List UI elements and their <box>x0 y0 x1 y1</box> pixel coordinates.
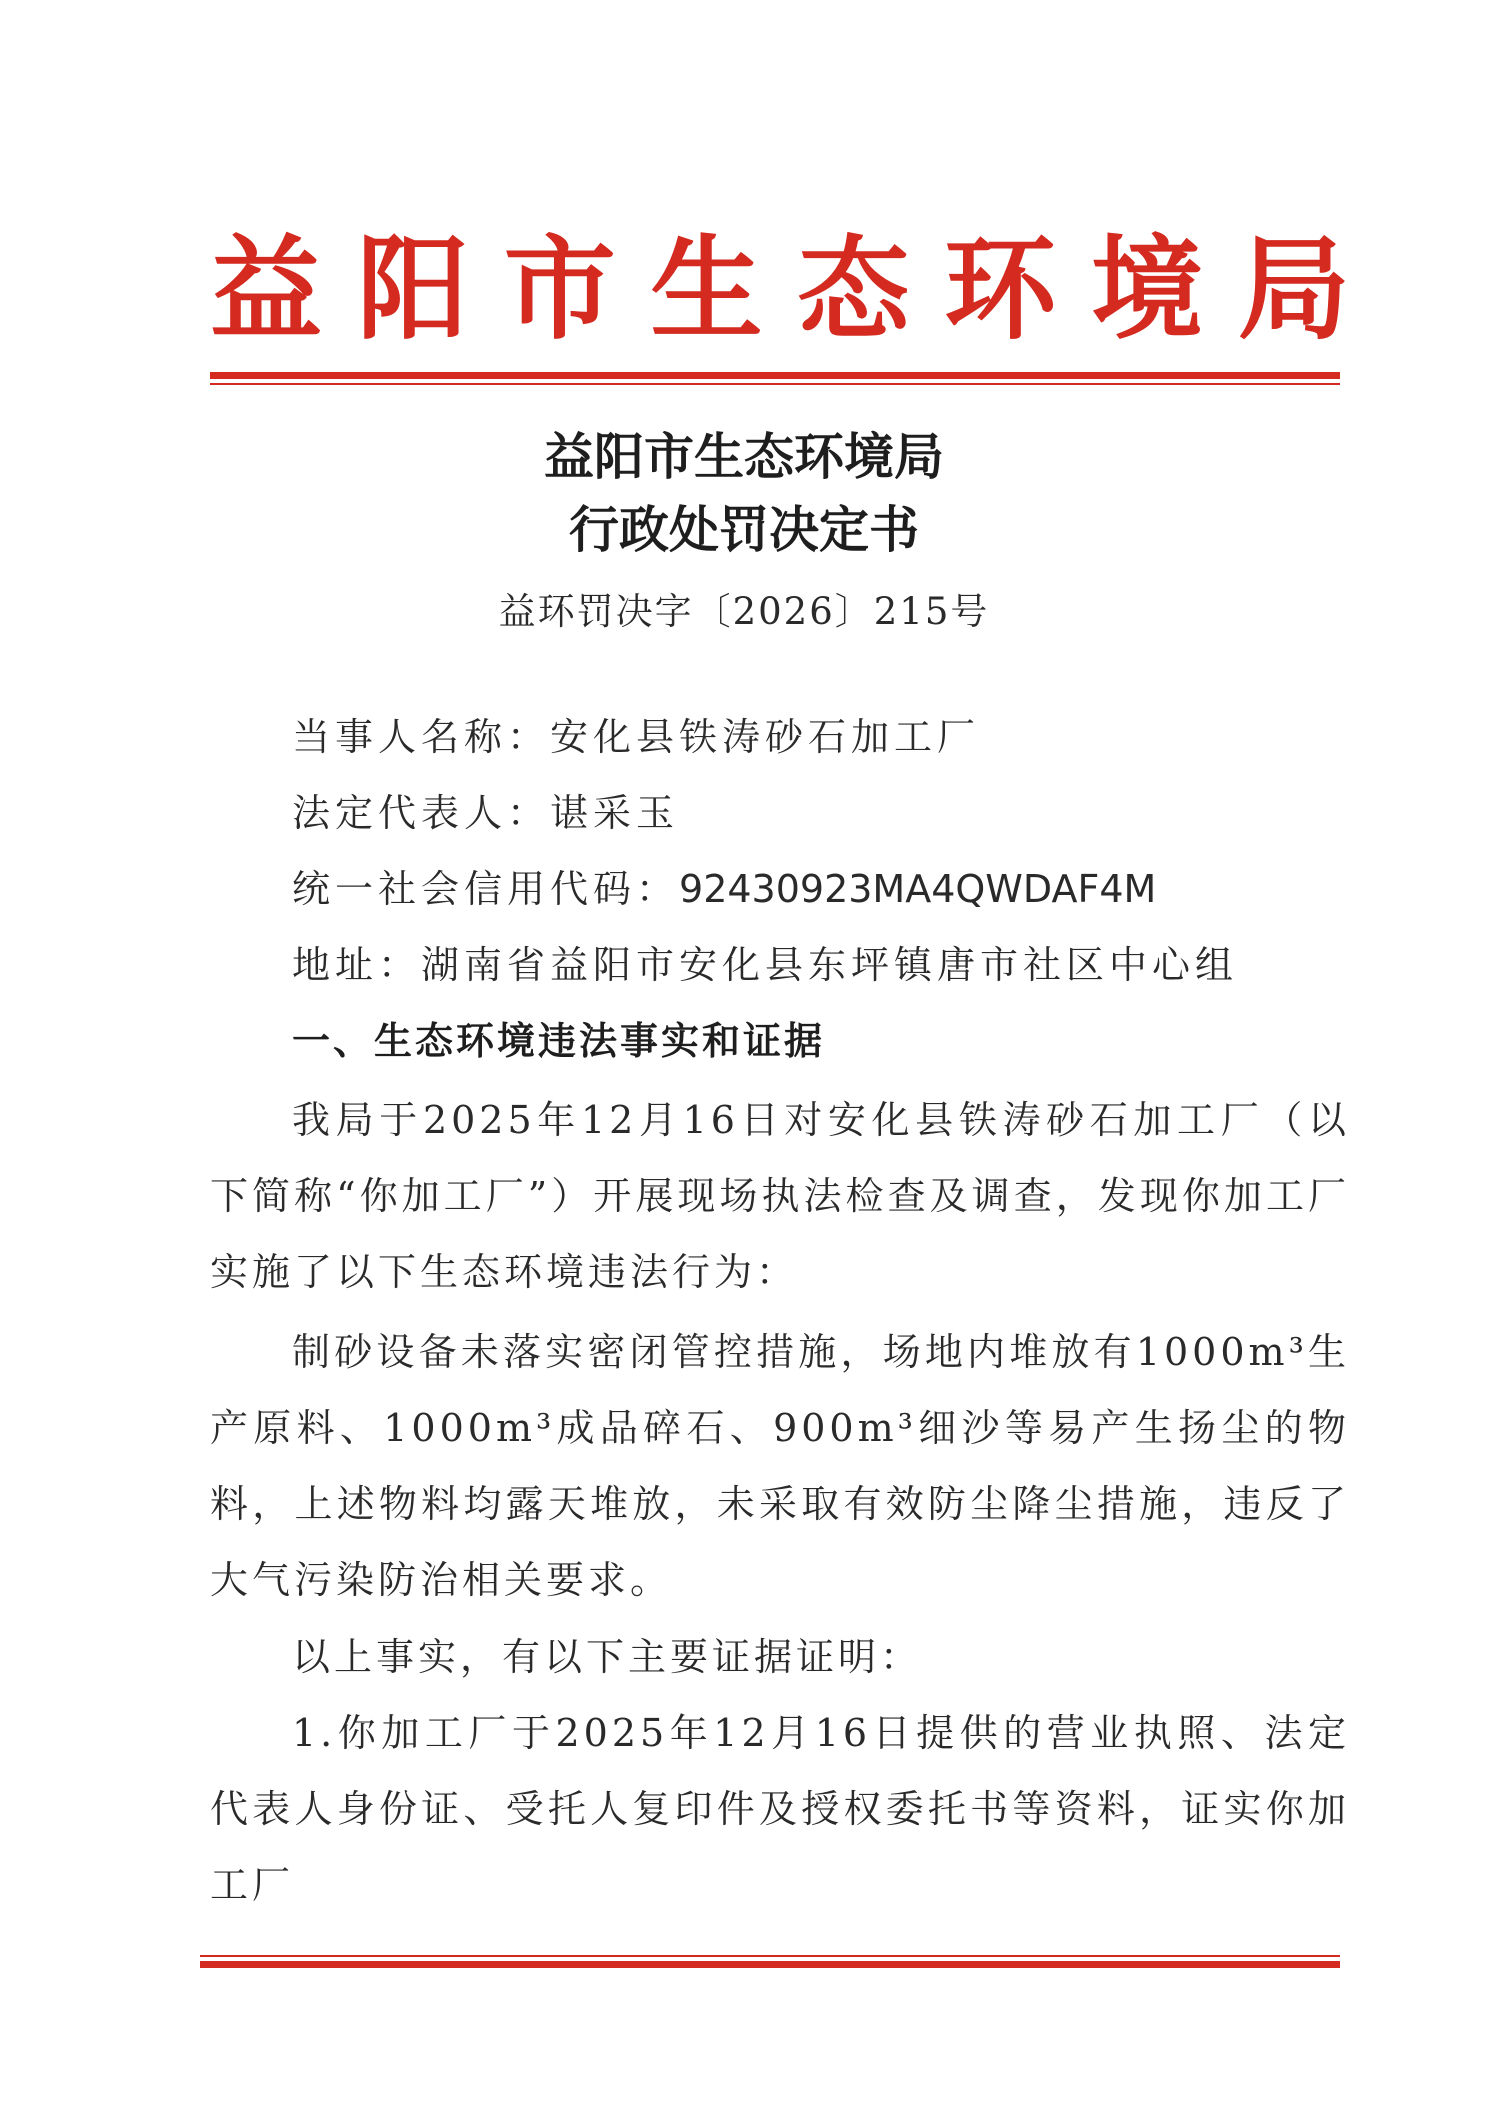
letterhead-char: 益 <box>210 224 322 355</box>
paragraph-evidence-1: 1.你加工厂于2025年12月16日提供的营业执照、法定代表人身份证、受托人复印件及授权委托书等资料，证实你加工厂 <box>210 1711 1350 1907</box>
credit-code-label: 统一社会信用代码： <box>292 867 680 911</box>
letterhead-char: 市 <box>503 224 616 355</box>
letterhead-char: 态 <box>797 224 910 355</box>
document-number: 益环罚决字〔2026〕215号 <box>498 590 990 633</box>
party-name-row <box>210 708 1350 766</box>
address-row <box>210 936 1350 994</box>
paragraph-violation: 制砂设备未落实密闭管控措施，场地内堆放有1000m³生产原料、1000m³成品碎石、900m³细沙等易产生扬尘的物料，上述物料均露天堆放，未采取有效防尘降尘措施，违反了大气污染防治相关要求。 <box>210 1330 1350 1602</box>
section-heading: 一、生态环境违法事实和证据 <box>292 1019 826 1063</box>
header-rule-thick <box>210 372 1340 379</box>
letterhead <box>210 225 1350 355</box>
letterhead-char: 阳 <box>356 224 469 355</box>
footer-rule-thin <box>200 1955 1340 1957</box>
legal-rep-row <box>210 784 1350 842</box>
legal-rep-label: 法定代表人： <box>292 791 551 835</box>
paragraph-inspection: 我局于2025年12月16日对安化县铁涛砂石加工厂（以下简称“你加工厂”）开展现场执法检查及调查，发现你加工厂实施了以下生态环境违法行为： <box>210 1098 1350 1294</box>
legal-rep-value: 谌采玉 <box>550 791 680 835</box>
letterhead-char: 环 <box>944 224 1057 355</box>
address-value: 湖南省益阳市安化县东坪镇唐市社区中心组 <box>421 943 1239 987</box>
letterhead-char: 生 <box>650 224 763 355</box>
letterhead-char: 境 <box>1091 224 1204 355</box>
party-name-label: 当事人名称： <box>292 715 551 759</box>
paragraph-evidence-intro: 以上事实，有以下主要证据证明： <box>292 1635 923 1679</box>
footer-rule-thick <box>200 1961 1340 1968</box>
document-title-line1: 益阳市生态环境局 <box>544 427 944 486</box>
credit-code-value: 92430923MA4QWDAF4M <box>679 867 1157 911</box>
credit-code-row <box>210 860 1350 918</box>
header-rule-thin <box>210 383 1340 385</box>
letterhead-char: 局 <box>1237 224 1350 355</box>
address-label: 地址： <box>292 943 422 987</box>
party-name-value: 安化县铁涛砂石加工厂 <box>550 715 981 759</box>
document-title-line2: 行政处罚决定书 <box>569 500 919 559</box>
